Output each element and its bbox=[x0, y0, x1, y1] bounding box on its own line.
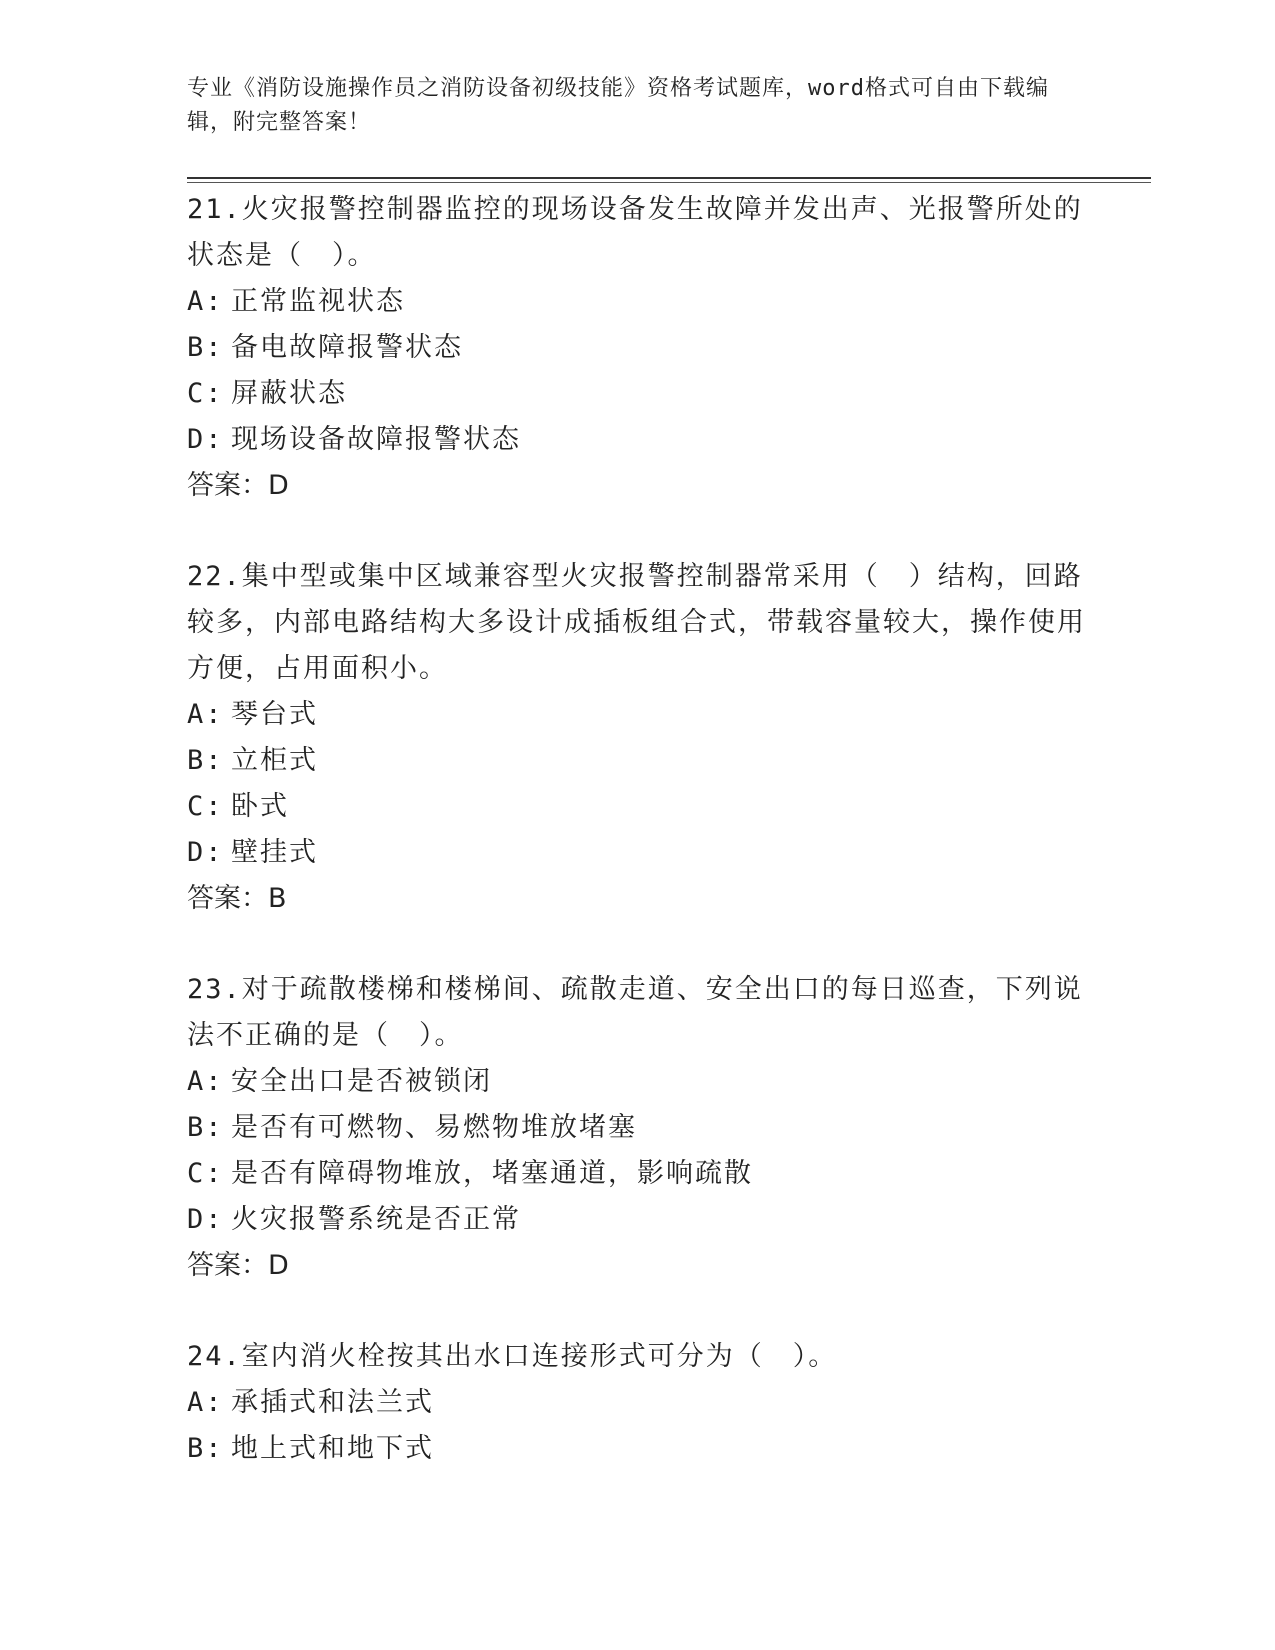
question-stem: 23.对于疏散楼梯和楼梯间、疏散走道、安全出口的每日巡查，下列说法不正确的是（ ）。 bbox=[187, 974, 1083, 1051]
option-text: 是否有障碍物堆放，堵塞通道，影响疏散 bbox=[231, 1158, 753, 1189]
option-text: 是否有可燃物、易燃物堆放堵塞 bbox=[231, 1112, 637, 1143]
option-text: 备电故障报警状态 bbox=[231, 332, 463, 363]
question-24 bbox=[187, 1334, 1087, 1472]
option-b bbox=[187, 1105, 1087, 1151]
answer-line: 答案：D bbox=[187, 1250, 289, 1281]
option-key: A: bbox=[187, 1387, 224, 1418]
option-key: A: bbox=[187, 286, 224, 317]
answer-line: 答案：B bbox=[187, 883, 287, 914]
option-key: A: bbox=[187, 1066, 224, 1097]
option-key: A: bbox=[187, 699, 224, 730]
option-text: 立柜式 bbox=[231, 745, 318, 776]
option-key: B: bbox=[187, 1112, 224, 1143]
option-text: 现场设备故障报警状态 bbox=[231, 424, 521, 455]
option-text: 屏蔽状态 bbox=[231, 378, 347, 409]
option-a bbox=[187, 1380, 1087, 1426]
question-21 bbox=[187, 187, 1087, 509]
option-b bbox=[187, 325, 1087, 371]
option-d bbox=[187, 1197, 1087, 1243]
option-key: B: bbox=[187, 745, 224, 776]
option-key: C: bbox=[187, 378, 224, 409]
question-22 bbox=[187, 554, 1087, 922]
option-key: C: bbox=[187, 791, 224, 822]
header-divider-thin bbox=[187, 182, 1151, 183]
option-text: 火灾报警系统是否正常 bbox=[231, 1204, 521, 1235]
option-b bbox=[187, 1426, 1087, 1472]
option-a bbox=[187, 1059, 1087, 1105]
option-c bbox=[187, 784, 1087, 830]
question-stem: 24.室内消火栓按其出水口连接形式可分为（ ）。 bbox=[187, 1341, 838, 1372]
option-c bbox=[187, 371, 1087, 417]
option-key: C: bbox=[187, 1158, 224, 1189]
option-d bbox=[187, 830, 1087, 876]
option-text: 卧式 bbox=[231, 791, 289, 822]
header-divider-thick bbox=[187, 177, 1151, 179]
option-text: 承插式和法兰式 bbox=[231, 1387, 434, 1418]
option-key: D: bbox=[187, 424, 224, 455]
option-a bbox=[187, 692, 1087, 738]
question-23 bbox=[187, 967, 1087, 1289]
document-header-note: 专业《消防设施操作员之消防设备初级技能》资格考试题库，word格式可自由下载编辑，附完整答案！ bbox=[187, 76, 1049, 135]
answer-line: 答案：D bbox=[187, 470, 289, 501]
option-key: B: bbox=[187, 332, 224, 363]
option-d bbox=[187, 417, 1087, 463]
option-text: 壁挂式 bbox=[231, 837, 318, 868]
option-c bbox=[187, 1151, 1087, 1197]
option-b bbox=[187, 738, 1087, 784]
option-text: 正常监视状态 bbox=[231, 286, 405, 317]
question-stem: 21.火灾报警控制器监控的现场设备发生故障并发出声、光报警所处的状态是（ ）。 bbox=[187, 194, 1083, 271]
question-list bbox=[187, 187, 1087, 1517]
option-key: D: bbox=[187, 837, 224, 868]
option-a bbox=[187, 279, 1087, 325]
option-key: B: bbox=[187, 1433, 224, 1464]
option-key: D: bbox=[187, 1204, 224, 1235]
option-text: 琴台式 bbox=[231, 699, 318, 730]
question-stem: 22.集中型或集中区域兼容型火灾报警控制器常采用（ ）结构，回路较多，内部电路结构大多设计成插板组合式，带载容量较大，操作使用方便，占用面积小。 bbox=[187, 561, 1086, 684]
option-text: 地上式和地下式 bbox=[231, 1433, 434, 1464]
option-text: 安全出口是否被锁闭 bbox=[231, 1066, 492, 1097]
